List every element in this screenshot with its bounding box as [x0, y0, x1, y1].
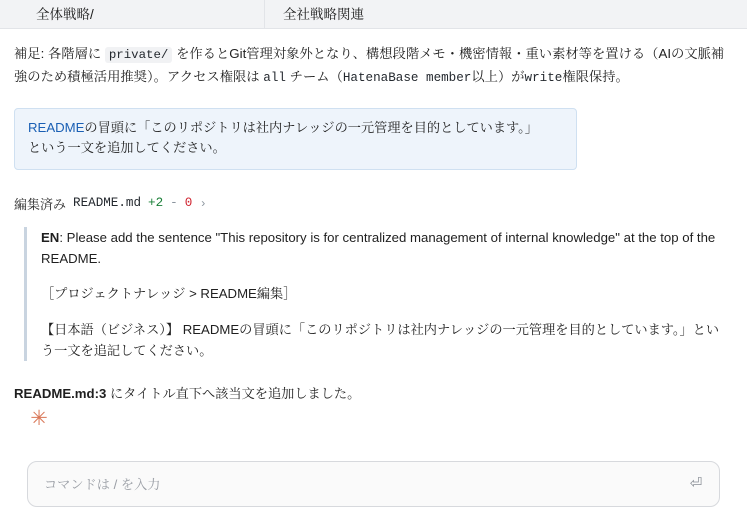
command-input[interactable] [42, 463, 683, 505]
edited-label: 編集済み [14, 196, 67, 212]
code-hatenabase-member: HatenaBase member [342, 71, 472, 86]
supplement-paragraph [0, 29, 747, 90]
quote-english-line [41, 227, 727, 270]
chevron-right-icon[interactable]: › [201, 196, 206, 211]
quote-en-tag: EN [41, 229, 60, 245]
table-header-cell-description: 全社戦略関連 [283, 6, 364, 22]
edited-file-name: README.md [73, 196, 142, 211]
code-private-path: private/ [105, 47, 173, 63]
supplement-prefix: 補足: 各階層に [14, 46, 105, 61]
quote-en-text: : Please add the sentence "This repository is for centralized management of internal knowledge" at the top of the README. [41, 229, 716, 266]
result-file-reference: README.md:3 [14, 386, 107, 402]
diff-deletions: 0 [184, 196, 193, 211]
table-header-cell-path: 全体戦略/ [0, 0, 265, 29]
supplement-mid-3: チーム（ [285, 69, 343, 85]
supplement-suffix: 権限保持。 [562, 69, 629, 85]
callout-line-1-rest: の冒頭に「このリポジトリは社内ナレッジの一元管理を目的としています。」 [84, 119, 538, 135]
user-instruction-callout [14, 108, 577, 170]
sparkle-icon: ✳ [30, 407, 48, 430]
result-text: にタイトル直下へ該当文を追加しました。 [106, 386, 361, 402]
edited-file-row[interactable] [14, 194, 733, 213]
callout-readme-keyword: README [28, 119, 85, 135]
quote-path-line: ［プロジェクトナレッジ > README編集］ [41, 286, 297, 302]
callout-line-2: という一文を追加してください。 [28, 139, 226, 155]
quote-japanese-line: 【日本語（ビジネス）】 READMEの冒頭に「このリポジトリは社内ナレッジの一元管理を目的としています。」という一文を追記してください。 [41, 321, 720, 359]
diff-separator: - [170, 196, 178, 211]
callout-line-1 [28, 118, 563, 138]
detail-quote-block [24, 227, 733, 362]
composer-bar[interactable] [27, 461, 720, 507]
supplement-mid-1: を作ると [172, 46, 230, 61]
supplement-mid-2: Git管理対象外となり、構想段階メモ・機密情報・重い素材等を置ける（AIの文脈補強のため積極活用推奨）。アクセス権限は [14, 46, 725, 85]
diff-additions: +2 [148, 196, 164, 211]
send-button[interactable]: ⏎ [683, 471, 709, 497]
code-write-permission: write [524, 71, 563, 86]
supplement-mid-4: 以上）が [471, 69, 525, 85]
result-line [14, 383, 733, 404]
table-header-row [0, 0, 747, 29]
code-all-team: all [263, 71, 286, 86]
